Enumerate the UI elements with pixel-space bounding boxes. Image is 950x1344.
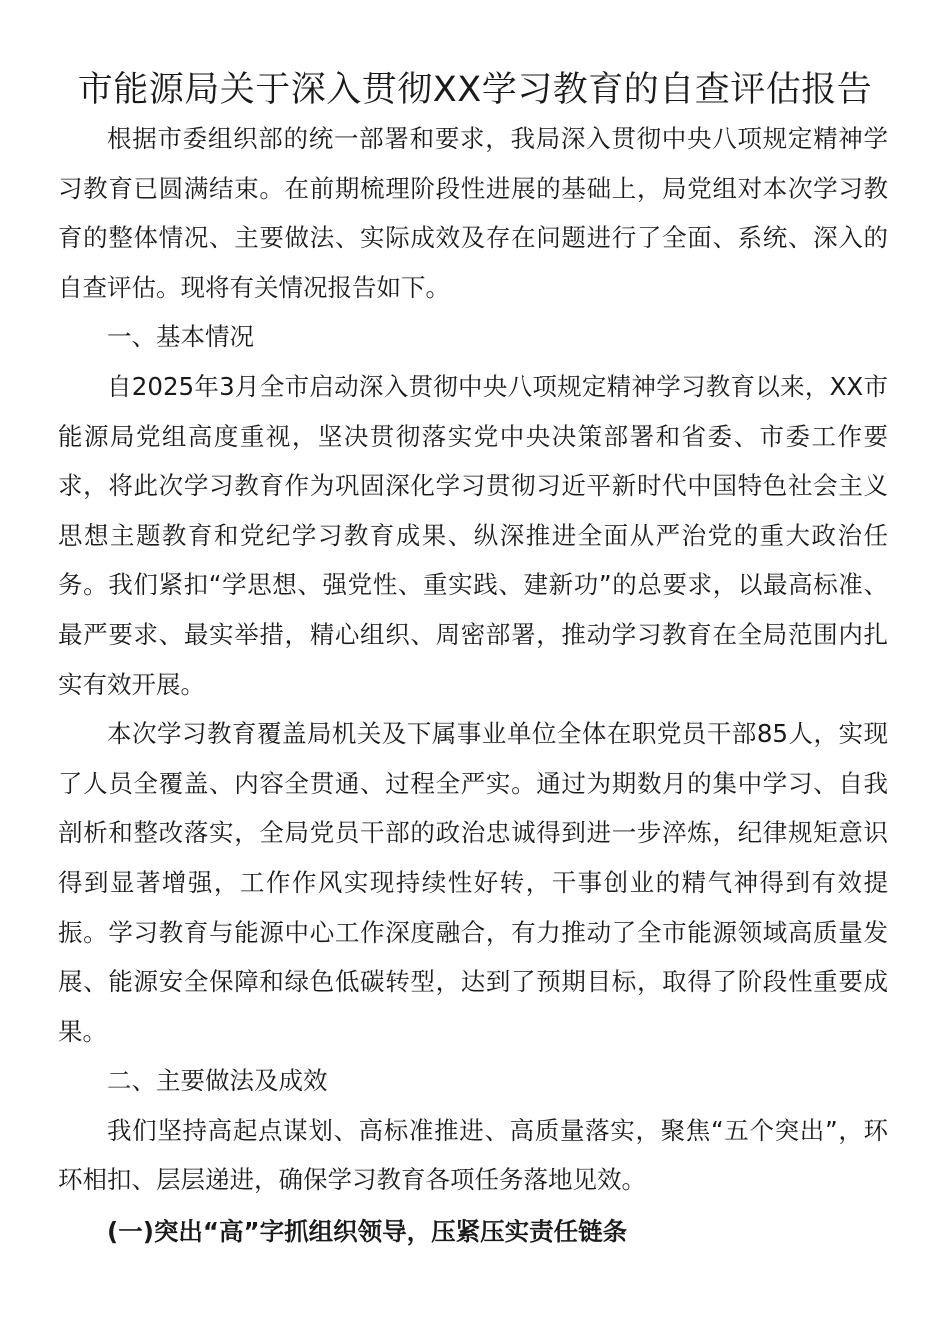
basic-situation-paragraph-1: 自2025年3月全市启动深入贯彻中央八项规定精神学习教育以来，XX市能源局党组高度重视，坚决贯彻落实党中央决策部署和省委、市委工作要求，将此次学习教育作为巩固深化学习贯彻习近平新时代中国特色社会主义思想主题教育和党纪学习教育成果、纵深推进全面从严治党的重大政治任务。我们紧扣“学思想、强党性、重实践、建新功”的总要求，以最高标准、最严要求、最实举措，精心组织、周密部署，推动学习教育在全局范围内扎实有效开展。 bbox=[58, 371, 888, 699]
document-title: 市能源局关于深入贯彻XX学习教育的自查评估报告 bbox=[77, 70, 873, 110]
subsection-heading-1: (一)突出“高”字抓组织领导，压紧压实责任链条 bbox=[107, 1217, 628, 1247]
section-heading-main-practices: 二、主要做法及成效 bbox=[107, 1066, 328, 1096]
document-body bbox=[58, 114, 888, 1257]
basic-situation-paragraph-2: 本次学习教育覆盖局机关及下属事业单位全体在职党员干部85人，实现了人员全覆盖、内容全贯通、过程全严实。通过为期数月的集中学习、自我剖析和整改落实，全局党员干部的政治忠诚得到进一步淬炼，纪律规矩意识得到显著增强，工作作风实现持续性好转，干事创业的精气神得到有效提振。学习教育与能源中心工作深度融合，有力推动了全市能源领域高质量发展、能源安全保障和绿色低碳转型，达到了预期目标，取得了阶段性重要成果。 bbox=[58, 719, 888, 1046]
section-heading-basic-situation: 一、基本情况 bbox=[107, 322, 254, 352]
main-practices-paragraph: 我们坚持高起点谋划、高标准推进、高质量落实，聚焦“五个突出”，环环相扣、层层递进，确保学习教育各项任务落地见效。 bbox=[58, 1115, 888, 1195]
intro-paragraph: 根据市委组织部的统一部署和要求，我局深入贯彻中央八项规定精神学习教育已圆满结束。在前期梳理阶段性进展的基础上，局党组对本次学习教育的整体情况、主要做法、实际成效及存在问题进行了全面、系统、深入的自查评估。现将有关情况报告如下。 bbox=[58, 124, 888, 302]
